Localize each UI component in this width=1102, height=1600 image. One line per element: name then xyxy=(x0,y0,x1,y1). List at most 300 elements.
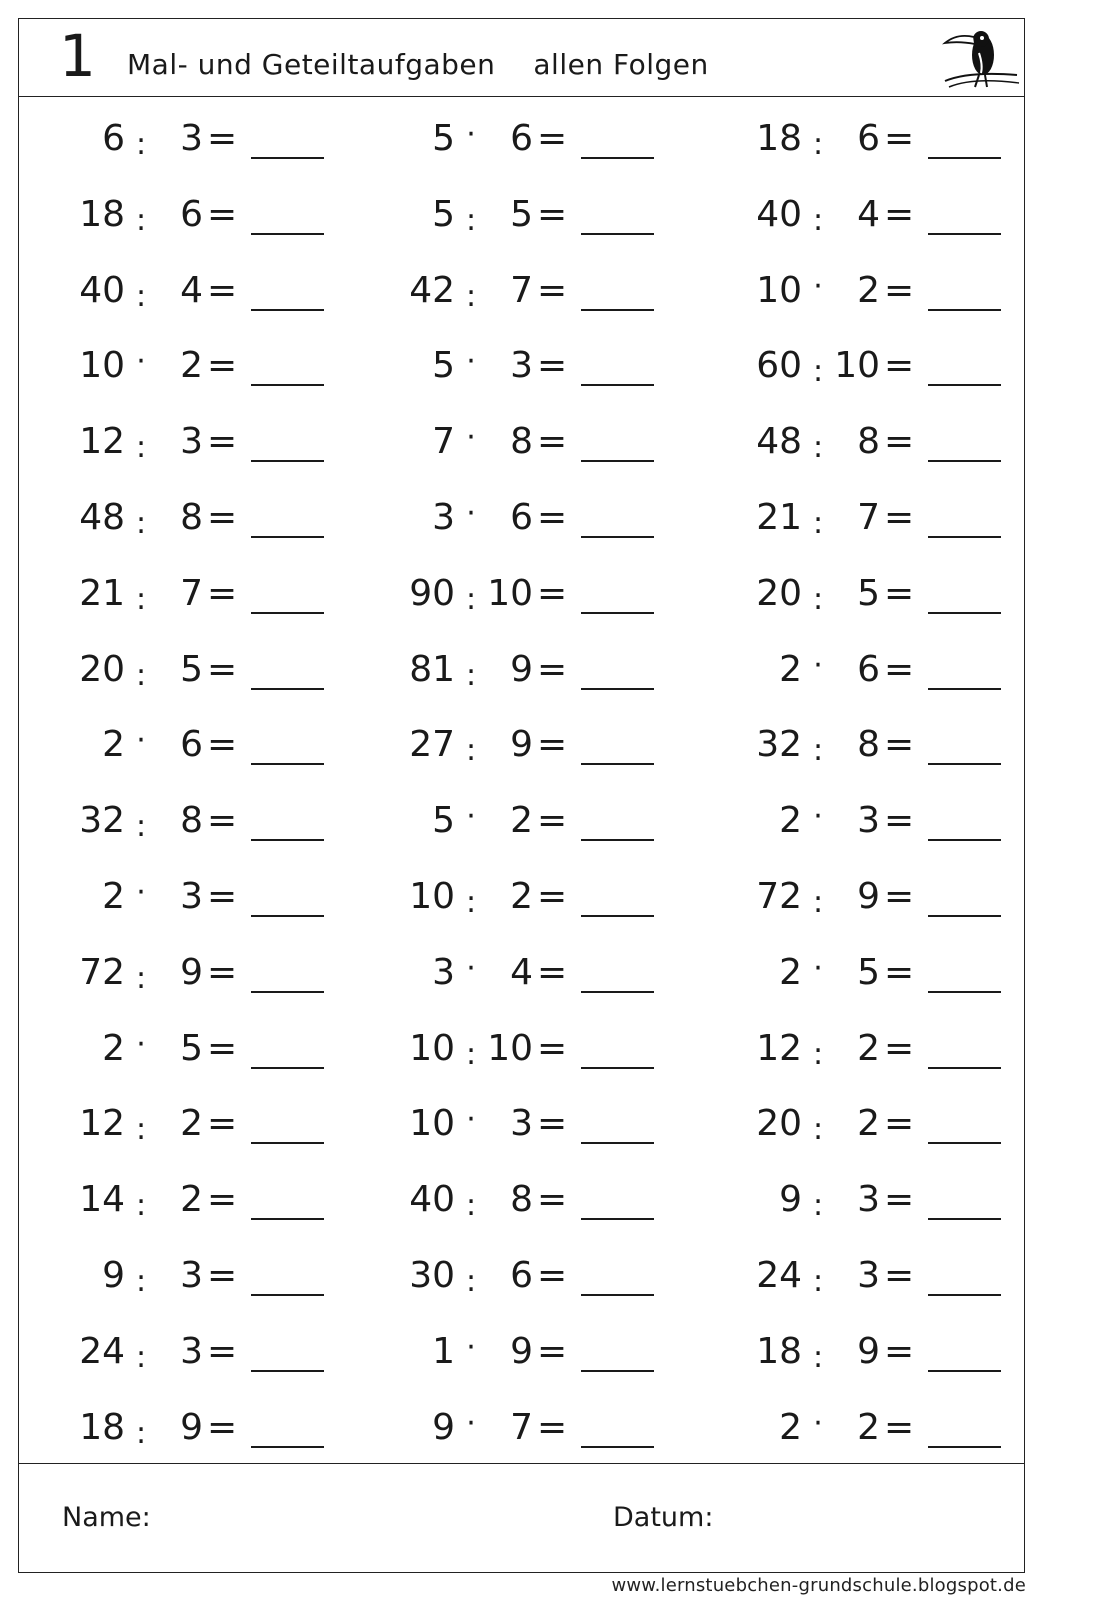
equals-sign: = xyxy=(884,1255,915,1296)
operator: : xyxy=(135,127,147,162)
first-operand: 48 xyxy=(756,421,802,463)
operator: · xyxy=(813,799,823,835)
second-operand: 4 xyxy=(857,193,880,235)
math-problem xyxy=(387,630,707,706)
math-problem xyxy=(387,251,707,327)
second-operand: 9 xyxy=(180,1406,203,1448)
operator: · xyxy=(466,1405,476,1441)
operator: · xyxy=(813,950,823,986)
operator: · xyxy=(466,1102,476,1138)
first-operand: 72 xyxy=(79,951,125,993)
problem-row xyxy=(19,1312,1024,1388)
answer-blank[interactable] xyxy=(251,1067,324,1069)
first-operand: 24 xyxy=(756,1255,802,1296)
first-operand: 12 xyxy=(756,1027,802,1069)
answer-blank[interactable] xyxy=(251,1218,324,1220)
equals-sign: = xyxy=(884,724,915,766)
second-operand: 2 xyxy=(857,1406,880,1448)
equals-sign: = xyxy=(537,648,568,690)
answer-blank[interactable] xyxy=(581,1142,654,1144)
operator: : xyxy=(465,581,477,617)
math-problem xyxy=(734,554,1054,630)
second-operand: 2 xyxy=(180,1103,203,1145)
operator: : xyxy=(812,1339,824,1375)
operator: : xyxy=(135,278,147,314)
answer-blank[interactable] xyxy=(581,991,654,993)
answer-blank[interactable] xyxy=(251,1142,324,1144)
answer-blank[interactable] xyxy=(928,839,1001,841)
worksheet xyxy=(18,18,1025,1573)
answer-blank[interactable] xyxy=(581,1294,654,1296)
second-operand: 9 xyxy=(510,724,533,766)
first-operand: 90 xyxy=(409,572,455,614)
math-problem xyxy=(387,1160,707,1236)
equals-sign: = xyxy=(884,269,915,311)
equals-sign: = xyxy=(537,1103,568,1145)
equals-sign: = xyxy=(537,876,568,917)
second-operand: 5 xyxy=(857,951,880,993)
equals-sign: = xyxy=(207,572,238,614)
math-problem xyxy=(734,1388,1054,1464)
answer-blank[interactable] xyxy=(928,612,1001,614)
operator: : xyxy=(465,1036,477,1072)
math-problem xyxy=(387,175,707,251)
math-problem xyxy=(57,554,377,630)
first-operand: 18 xyxy=(756,1330,802,1372)
operator: · xyxy=(466,344,476,380)
operator: : xyxy=(812,430,824,466)
equals-sign: = xyxy=(537,1027,568,1069)
answer-blank[interactable] xyxy=(928,1370,1001,1372)
answer-blank[interactable] xyxy=(251,536,324,538)
name-label: Name: xyxy=(62,1502,151,1533)
second-operand: 2 xyxy=(857,269,880,311)
answer-blank[interactable] xyxy=(251,1446,324,1448)
problem-row xyxy=(19,326,1024,402)
answer-blank[interactable] xyxy=(928,233,1001,235)
problem-row xyxy=(19,251,1024,327)
second-operand: 6 xyxy=(510,1255,533,1296)
equals-sign: = xyxy=(884,1103,915,1145)
operator: : xyxy=(812,354,824,390)
first-operand: 40 xyxy=(79,269,125,311)
first-operand: 27 xyxy=(409,724,455,766)
equals-sign: = xyxy=(537,345,568,387)
math-problem xyxy=(387,933,707,1009)
second-operand: 2 xyxy=(857,1027,880,1069)
math-problem xyxy=(387,1388,707,1464)
problem-row xyxy=(19,1236,1024,1312)
equals-sign: = xyxy=(207,724,238,766)
answer-blank[interactable] xyxy=(581,1446,654,1448)
operator: · xyxy=(136,344,146,380)
math-problem xyxy=(57,705,377,781)
first-operand: 32 xyxy=(79,800,125,842)
answer-blank[interactable] xyxy=(928,1067,1001,1069)
answer-blank[interactable] xyxy=(251,460,324,462)
math-problem xyxy=(57,326,377,402)
answer-blank[interactable] xyxy=(251,384,324,386)
worksheet-header xyxy=(19,19,1024,97)
operator: : xyxy=(812,1264,824,1299)
equals-sign: = xyxy=(537,497,568,538)
first-operand: 20 xyxy=(756,1103,802,1145)
answer-blank[interactable] xyxy=(251,233,324,235)
first-operand: 32 xyxy=(756,724,802,766)
second-operand: 8 xyxy=(857,421,880,463)
second-operand: 2 xyxy=(180,1179,203,1221)
first-operand: 7 xyxy=(432,421,455,463)
first-operand: 1 xyxy=(432,1330,455,1372)
math-problem xyxy=(734,1236,1054,1312)
equals-sign: = xyxy=(884,421,915,463)
second-operand: 9 xyxy=(857,876,880,917)
operator: : xyxy=(812,885,824,920)
equals-sign: = xyxy=(537,1330,568,1372)
equals-sign: = xyxy=(537,951,568,993)
equals-sign: = xyxy=(884,345,915,387)
equals-sign: = xyxy=(207,421,238,463)
first-operand: 6 xyxy=(102,118,125,159)
answer-blank[interactable] xyxy=(928,1218,1001,1220)
answer-blank[interactable] xyxy=(928,1446,1001,1448)
answer-blank[interactable] xyxy=(928,991,1001,993)
math-problem xyxy=(387,99,707,175)
second-operand: 3 xyxy=(857,800,880,842)
operator: : xyxy=(135,581,147,617)
operator: : xyxy=(135,430,147,466)
equals-sign: = xyxy=(537,118,568,159)
first-operand: 10 xyxy=(756,269,802,311)
problem-row xyxy=(19,554,1024,630)
answer-blank[interactable] xyxy=(928,1142,1001,1144)
operator: : xyxy=(465,733,477,769)
second-operand: 5 xyxy=(180,1027,203,1069)
answer-blank[interactable] xyxy=(928,536,1001,538)
answer-blank[interactable] xyxy=(928,309,1001,311)
equals-sign: = xyxy=(207,118,238,159)
answer-blank[interactable] xyxy=(251,688,324,690)
equals-sign: = xyxy=(207,951,238,993)
title-main: Mal- und Geteiltaufgaben xyxy=(127,48,496,81)
answer-blank[interactable] xyxy=(928,460,1001,462)
answer-blank[interactable] xyxy=(928,1294,1001,1296)
answer-blank[interactable] xyxy=(928,688,1001,690)
math-problem xyxy=(734,933,1054,1009)
toucan-icon xyxy=(939,25,1021,93)
operator: : xyxy=(812,202,824,238)
operator: · xyxy=(813,647,823,683)
second-operand: 8 xyxy=(510,421,533,463)
first-operand: 2 xyxy=(102,724,125,766)
exercise-grid xyxy=(19,97,1024,1465)
math-problem xyxy=(57,1388,377,1464)
first-operand: 40 xyxy=(409,1179,455,1221)
first-operand: 14 xyxy=(79,1179,125,1221)
math-problem xyxy=(734,478,1054,554)
second-operand: 4 xyxy=(510,951,533,993)
second-operand: 6 xyxy=(510,497,533,538)
equals-sign: = xyxy=(207,1027,238,1069)
operator: · xyxy=(136,875,146,910)
equals-sign: = xyxy=(884,118,915,159)
math-problem xyxy=(57,1009,377,1085)
answer-blank[interactable] xyxy=(581,839,654,841)
equals-sign: = xyxy=(207,876,238,917)
math-problem xyxy=(387,705,707,781)
problem-row xyxy=(19,1084,1024,1160)
second-operand: 7 xyxy=(510,269,533,311)
operator: · xyxy=(466,420,476,456)
answer-blank[interactable] xyxy=(928,915,1001,917)
math-problem xyxy=(734,1160,1054,1236)
equals-sign: = xyxy=(207,800,238,842)
first-operand: 81 xyxy=(409,648,455,690)
operator: : xyxy=(812,581,824,617)
math-problem xyxy=(57,175,377,251)
first-operand: 21 xyxy=(756,497,802,538)
math-problem xyxy=(57,251,377,327)
first-operand: 20 xyxy=(756,572,802,614)
problem-row xyxy=(19,478,1024,554)
problem-row xyxy=(19,1160,1024,1236)
equals-sign: = xyxy=(884,1179,915,1221)
answer-blank[interactable] xyxy=(581,309,654,311)
second-operand: 3 xyxy=(510,345,533,387)
first-operand: 10 xyxy=(79,345,125,387)
first-operand: 48 xyxy=(79,497,125,538)
second-operand: 3 xyxy=(857,1179,880,1221)
answer-blank[interactable] xyxy=(928,384,1001,386)
date-label: Datum: xyxy=(613,1502,714,1533)
second-operand: 8 xyxy=(857,724,880,766)
second-operand: 6 xyxy=(510,118,533,159)
website-url: www.lernstuebchen-grundschule.blogspot.de xyxy=(611,1575,1026,1596)
operator: · xyxy=(466,117,476,152)
first-operand: 10 xyxy=(409,876,455,917)
first-operand: 9 xyxy=(432,1406,455,1448)
math-problem xyxy=(734,99,1054,175)
answer-blank[interactable] xyxy=(581,612,654,614)
answer-blank[interactable] xyxy=(251,839,324,841)
answer-blank[interactable] xyxy=(251,1294,324,1296)
answer-blank[interactable] xyxy=(251,915,324,917)
second-operand: 7 xyxy=(180,572,203,614)
equals-sign: = xyxy=(207,269,238,311)
answer-blank[interactable] xyxy=(581,1218,654,1220)
second-operand: 6 xyxy=(180,193,203,235)
answer-blank[interactable] xyxy=(581,1370,654,1372)
first-operand: 10 xyxy=(409,1103,455,1145)
equals-sign: = xyxy=(207,1255,238,1296)
second-operand: 10 xyxy=(487,572,533,614)
math-problem xyxy=(57,781,377,857)
first-operand: 9 xyxy=(102,1255,125,1296)
answer-blank[interactable] xyxy=(581,460,654,462)
first-operand: 2 xyxy=(779,800,802,842)
operator: : xyxy=(135,1415,147,1451)
math-problem xyxy=(387,857,707,933)
equals-sign: = xyxy=(884,1027,915,1069)
equals-sign: = xyxy=(884,497,915,538)
operator: : xyxy=(135,657,147,693)
first-operand: 24 xyxy=(79,1330,125,1372)
second-operand: 5 xyxy=(180,648,203,690)
equals-sign: = xyxy=(207,648,238,690)
first-operand: 10 xyxy=(409,1027,455,1069)
second-operand: 3 xyxy=(180,876,203,917)
math-problem xyxy=(387,1312,707,1388)
math-problem xyxy=(57,933,377,1009)
operator: : xyxy=(465,278,477,314)
equals-sign: = xyxy=(207,1330,238,1372)
equals-sign: = xyxy=(207,497,238,538)
second-operand: 9 xyxy=(857,1330,880,1372)
problem-row xyxy=(19,99,1024,175)
operator: : xyxy=(465,1264,477,1299)
first-operand: 9 xyxy=(779,1179,802,1221)
operator: : xyxy=(135,809,147,845)
math-problem xyxy=(387,1009,707,1085)
second-operand: 6 xyxy=(857,648,880,690)
answer-blank[interactable] xyxy=(251,157,324,159)
problem-row xyxy=(19,781,1024,857)
first-operand: 18 xyxy=(756,118,802,159)
equals-sign: = xyxy=(207,345,238,387)
problem-row xyxy=(19,402,1024,478)
second-operand: 9 xyxy=(510,648,533,690)
second-operand: 3 xyxy=(180,1255,203,1296)
first-operand: 2 xyxy=(779,648,802,690)
first-operand: 2 xyxy=(779,1406,802,1448)
first-operand: 2 xyxy=(102,1027,125,1069)
operator: : xyxy=(465,1188,477,1224)
math-problem xyxy=(734,175,1054,251)
operator: : xyxy=(812,1036,824,1072)
math-problem xyxy=(734,1084,1054,1160)
first-operand: 60 xyxy=(756,345,802,387)
equals-sign: = xyxy=(207,1406,238,1448)
answer-blank[interactable] xyxy=(928,763,1001,765)
operator: : xyxy=(465,657,477,693)
operator: : xyxy=(812,733,824,769)
operator: · xyxy=(813,268,823,304)
second-operand: 7 xyxy=(510,1406,533,1448)
math-problem xyxy=(387,1084,707,1160)
second-operand: 10 xyxy=(834,345,880,387)
math-problem xyxy=(57,1236,377,1312)
first-operand: 20 xyxy=(79,648,125,690)
problem-row xyxy=(19,630,1024,706)
problem-row xyxy=(19,705,1024,781)
answer-blank[interactable] xyxy=(581,688,654,690)
problem-row xyxy=(19,933,1024,1009)
math-problem xyxy=(734,705,1054,781)
operator: · xyxy=(466,950,476,986)
answer-blank[interactable] xyxy=(251,612,324,614)
first-operand: 3 xyxy=(432,497,455,538)
answer-blank[interactable] xyxy=(581,915,654,917)
equals-sign: = xyxy=(537,572,568,614)
second-operand: 2 xyxy=(180,345,203,387)
operator: : xyxy=(135,960,147,996)
equals-sign: = xyxy=(884,648,915,690)
second-operand: 6 xyxy=(857,118,880,159)
answer-blank[interactable] xyxy=(928,157,1001,159)
math-problem xyxy=(387,1236,707,1312)
problem-row xyxy=(19,175,1024,251)
answer-blank[interactable] xyxy=(581,763,654,765)
second-operand: 5 xyxy=(857,572,880,614)
equals-sign: = xyxy=(537,269,568,311)
second-operand: 2 xyxy=(510,800,533,842)
math-problem xyxy=(387,402,707,478)
math-problem xyxy=(387,478,707,554)
answer-blank[interactable] xyxy=(581,384,654,386)
math-problem xyxy=(734,857,1054,933)
answer-blank[interactable] xyxy=(251,1370,324,1372)
first-operand: 2 xyxy=(779,951,802,993)
answer-blank[interactable] xyxy=(581,536,654,538)
first-operand: 21 xyxy=(79,572,125,614)
answer-blank[interactable] xyxy=(581,157,654,159)
equals-sign: = xyxy=(884,193,915,235)
first-operand: 12 xyxy=(79,421,125,463)
answer-blank[interactable] xyxy=(581,1067,654,1069)
operator: · xyxy=(136,1026,146,1062)
second-operand: 3 xyxy=(180,118,203,159)
second-operand: 7 xyxy=(857,497,880,538)
answer-blank[interactable] xyxy=(251,309,324,311)
problem-row xyxy=(19,857,1024,933)
second-operand: 6 xyxy=(180,724,203,766)
equals-sign: = xyxy=(207,1103,238,1145)
equals-sign: = xyxy=(884,876,915,917)
equals-sign: = xyxy=(537,421,568,463)
first-operand: 42 xyxy=(409,269,455,311)
second-operand: 9 xyxy=(510,1330,533,1372)
math-problem xyxy=(734,402,1054,478)
operator: : xyxy=(135,506,147,541)
operator: : xyxy=(135,1188,147,1224)
answer-blank[interactable] xyxy=(251,991,324,993)
math-problem xyxy=(57,402,377,478)
answer-blank[interactable] xyxy=(581,233,654,235)
equals-sign: = xyxy=(537,193,568,235)
operator: : xyxy=(812,1188,824,1224)
equals-sign: = xyxy=(537,1179,568,1221)
answer-blank[interactable] xyxy=(251,763,324,765)
math-problem xyxy=(57,630,377,706)
math-problem xyxy=(57,1084,377,1160)
equals-sign: = xyxy=(884,951,915,993)
problem-row xyxy=(19,1009,1024,1085)
sheet-number: 1 xyxy=(59,22,96,90)
second-operand: 8 xyxy=(180,800,203,842)
math-problem xyxy=(387,781,707,857)
math-problem xyxy=(734,630,1054,706)
equals-sign: = xyxy=(537,1406,568,1448)
second-operand: 8 xyxy=(180,497,203,538)
math-problem xyxy=(387,326,707,402)
operator: : xyxy=(465,202,477,238)
operator: : xyxy=(465,885,477,920)
operator: : xyxy=(135,1264,147,1299)
equals-sign: = xyxy=(537,724,568,766)
first-operand: 2 xyxy=(102,876,125,917)
equals-sign: = xyxy=(207,1179,238,1221)
operator: : xyxy=(135,1112,147,1148)
